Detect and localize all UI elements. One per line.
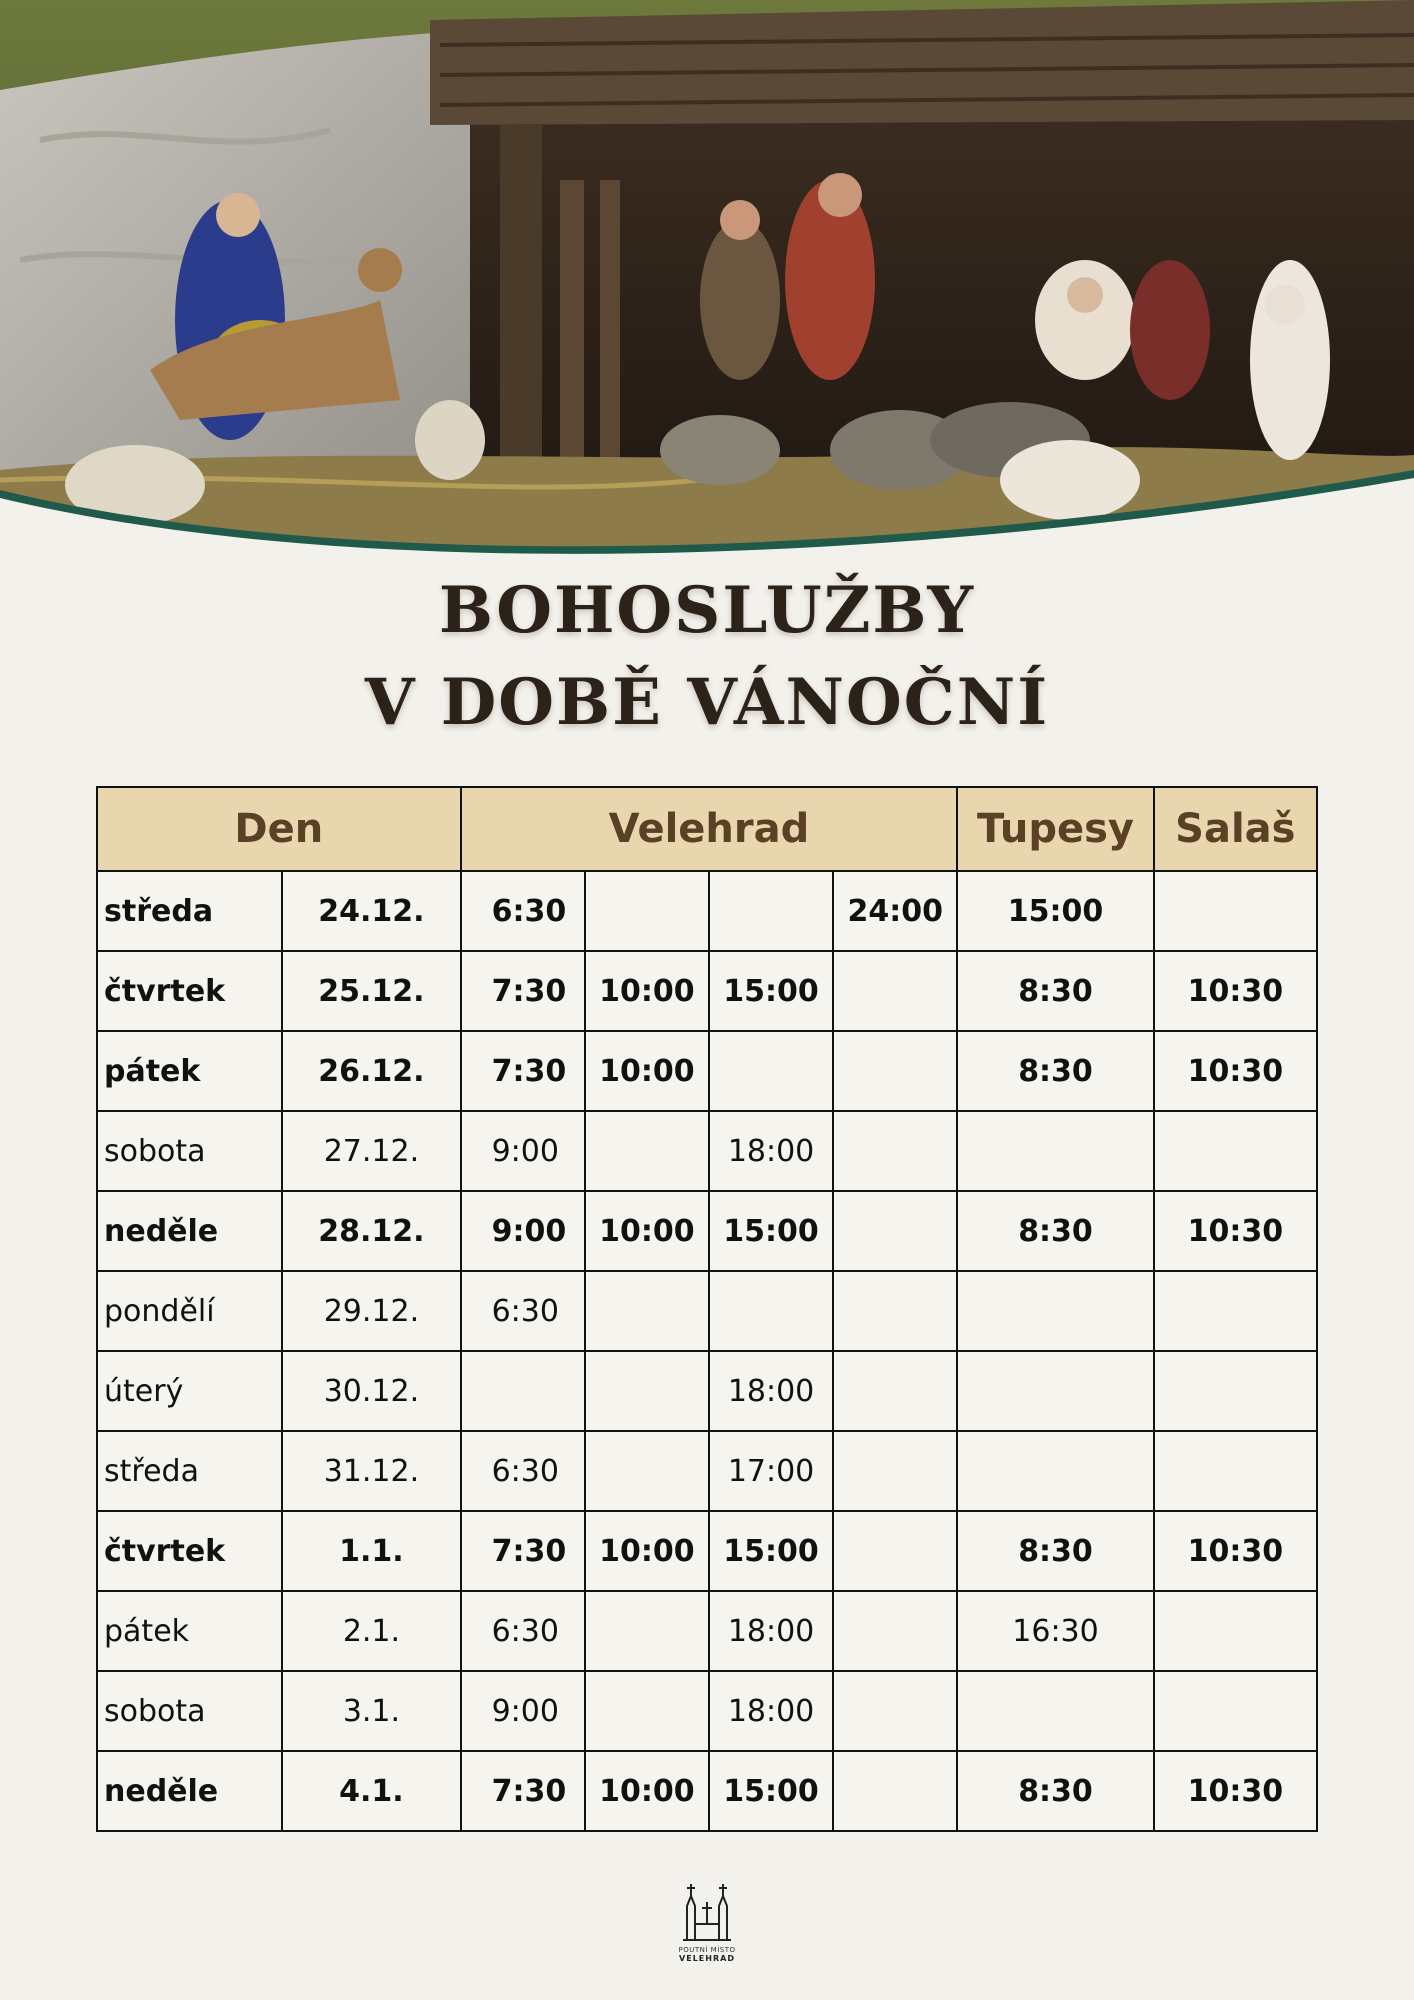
header-den: Den bbox=[97, 787, 461, 871]
cell-v3: 15:00 bbox=[709, 1751, 833, 1831]
cell-v4 bbox=[833, 1751, 957, 1831]
cell-day: čtvrtek bbox=[97, 1511, 282, 1591]
cell-date: 2.1. bbox=[282, 1591, 460, 1671]
table-row bbox=[97, 1271, 1317, 1351]
cell-v4 bbox=[833, 951, 957, 1031]
cell-v1 bbox=[461, 1351, 585, 1431]
cell-v1: 6:30 bbox=[461, 1271, 585, 1351]
table-row bbox=[97, 951, 1317, 1031]
cell-date: 29.12. bbox=[282, 1271, 460, 1351]
cell-v3 bbox=[709, 871, 833, 951]
cell-date: 27.12. bbox=[282, 1111, 460, 1191]
cell-v4 bbox=[833, 1351, 957, 1431]
cell-v1: 7:30 bbox=[461, 1751, 585, 1831]
cell-v2 bbox=[585, 1591, 709, 1671]
cell-tupesy: 8:30 bbox=[957, 1031, 1153, 1111]
cell-tupesy bbox=[957, 1351, 1153, 1431]
page-title bbox=[0, 565, 1414, 749]
cell-date: 24.12. bbox=[282, 871, 460, 951]
cell-v1: 9:00 bbox=[461, 1671, 585, 1751]
cell-salas bbox=[1154, 1671, 1317, 1751]
logo-name: VELEHRAD bbox=[679, 1954, 735, 1963]
cell-v1: 7:30 bbox=[461, 951, 585, 1031]
cell-tupesy bbox=[957, 1271, 1153, 1351]
cell-v4 bbox=[833, 1431, 957, 1511]
cell-day: středa bbox=[97, 1431, 282, 1511]
cell-v4 bbox=[833, 1031, 957, 1111]
cell-salas bbox=[1154, 1591, 1317, 1671]
cell-day: čtvrtek bbox=[97, 951, 282, 1031]
table-row bbox=[97, 871, 1317, 951]
cell-day: středa bbox=[97, 871, 282, 951]
cell-date: 26.12. bbox=[282, 1031, 460, 1111]
cell-date: 3.1. bbox=[282, 1671, 460, 1751]
cell-v3: 15:00 bbox=[709, 1511, 833, 1591]
velehrad-logo bbox=[657, 1880, 757, 1963]
cell-v3 bbox=[709, 1271, 833, 1351]
cell-v3 bbox=[709, 1031, 833, 1111]
cell-day: pondělí bbox=[97, 1271, 282, 1351]
table-row bbox=[97, 1431, 1317, 1511]
cell-date: 25.12. bbox=[282, 951, 460, 1031]
cell-v2: 10:00 bbox=[585, 1031, 709, 1111]
title-line-1: BOHOSLUŽBY bbox=[438, 573, 976, 648]
cell-salas bbox=[1154, 1111, 1317, 1191]
cell-salas: 10:30 bbox=[1154, 1511, 1317, 1591]
table-row bbox=[97, 1191, 1317, 1271]
cell-v1: 6:30 bbox=[461, 871, 585, 951]
cell-v2 bbox=[585, 1271, 709, 1351]
cell-day: pátek bbox=[97, 1031, 282, 1111]
cell-v3: 15:00 bbox=[709, 1191, 833, 1271]
cell-date: 28.12. bbox=[282, 1191, 460, 1271]
cell-v2: 10:00 bbox=[585, 1191, 709, 1271]
cell-tupesy: 8:30 bbox=[957, 1511, 1153, 1591]
cell-v2 bbox=[585, 1351, 709, 1431]
cell-day: úterý bbox=[97, 1351, 282, 1431]
cell-v2 bbox=[585, 871, 709, 951]
cell-salas bbox=[1154, 1351, 1317, 1431]
cell-salas bbox=[1154, 1431, 1317, 1511]
table-row bbox=[97, 1511, 1317, 1591]
cell-tupesy bbox=[957, 1111, 1153, 1191]
table-row bbox=[97, 1111, 1317, 1191]
cell-tupesy: 8:30 bbox=[957, 951, 1153, 1031]
cell-v3: 18:00 bbox=[709, 1671, 833, 1751]
cell-v1: 7:30 bbox=[461, 1031, 585, 1111]
table-row bbox=[97, 1351, 1317, 1431]
logo-caption: POUTNÍ MÍSTO bbox=[678, 1946, 736, 1954]
header-velehrad: Velehrad bbox=[461, 787, 958, 871]
cell-v3: 18:00 bbox=[709, 1111, 833, 1191]
cell-salas: 10:30 bbox=[1154, 1751, 1317, 1831]
cell-v1: 6:30 bbox=[461, 1591, 585, 1671]
cell-salas: 10:30 bbox=[1154, 1031, 1317, 1111]
cell-tupesy: 16:30 bbox=[957, 1591, 1153, 1671]
cell-v2: 10:00 bbox=[585, 1511, 709, 1591]
cell-tupesy bbox=[957, 1431, 1153, 1511]
cell-v4 bbox=[833, 1191, 957, 1271]
cell-v3: 18:00 bbox=[709, 1591, 833, 1671]
cell-date: 30.12. bbox=[282, 1351, 460, 1431]
cell-v4 bbox=[833, 1511, 957, 1591]
cell-v3: 17:00 bbox=[709, 1431, 833, 1511]
cell-v2: 10:00 bbox=[585, 951, 709, 1031]
cell-v2 bbox=[585, 1671, 709, 1751]
cell-salas: 10:30 bbox=[1154, 951, 1317, 1031]
cell-v4: 24:00 bbox=[833, 871, 957, 951]
cell-v3: 15:00 bbox=[709, 951, 833, 1031]
cell-v1: 6:30 bbox=[461, 1431, 585, 1511]
cell-day: neděle bbox=[97, 1191, 282, 1271]
cell-date: 4.1. bbox=[282, 1751, 460, 1831]
cell-tupesy: 8:30 bbox=[957, 1191, 1153, 1271]
table-row bbox=[97, 1751, 1317, 1831]
nativity-scene-photo bbox=[0, 0, 1414, 560]
cell-v1: 9:00 bbox=[461, 1191, 585, 1271]
cell-salas: 10:30 bbox=[1154, 1191, 1317, 1271]
table-row bbox=[97, 1031, 1317, 1111]
cell-day: pátek bbox=[97, 1591, 282, 1671]
cell-v4 bbox=[833, 1671, 957, 1751]
table-row bbox=[97, 1671, 1317, 1751]
cell-date: 31.12. bbox=[282, 1431, 460, 1511]
title-line-2: V DOBĚ VÁNOČNÍ bbox=[364, 665, 1050, 740]
cell-v3: 18:00 bbox=[709, 1351, 833, 1431]
cell-v2 bbox=[585, 1111, 709, 1191]
cell-day: neděle bbox=[97, 1751, 282, 1831]
cell-v2: 10:00 bbox=[585, 1751, 709, 1831]
table-row bbox=[97, 1591, 1317, 1671]
church-towers-icon bbox=[677, 1880, 737, 1942]
cell-v4 bbox=[833, 1271, 957, 1351]
cell-tupesy bbox=[957, 1671, 1153, 1751]
cell-v4 bbox=[833, 1111, 957, 1191]
cell-day: sobota bbox=[97, 1111, 282, 1191]
cell-v2 bbox=[585, 1431, 709, 1511]
cell-salas bbox=[1154, 1271, 1317, 1351]
cell-v1: 7:30 bbox=[461, 1511, 585, 1591]
cell-v1: 9:00 bbox=[461, 1111, 585, 1191]
header-tupesy: Tupesy bbox=[957, 787, 1153, 871]
cell-date: 1.1. bbox=[282, 1511, 460, 1591]
table-header-row bbox=[97, 787, 1317, 871]
cell-salas bbox=[1154, 871, 1317, 951]
cell-tupesy: 8:30 bbox=[957, 1751, 1153, 1831]
services-table bbox=[96, 786, 1318, 1832]
header-salas: Salaš bbox=[1154, 787, 1317, 871]
cell-v4 bbox=[833, 1591, 957, 1671]
cell-day: sobota bbox=[97, 1671, 282, 1751]
cell-tupesy: 15:00 bbox=[957, 871, 1153, 951]
